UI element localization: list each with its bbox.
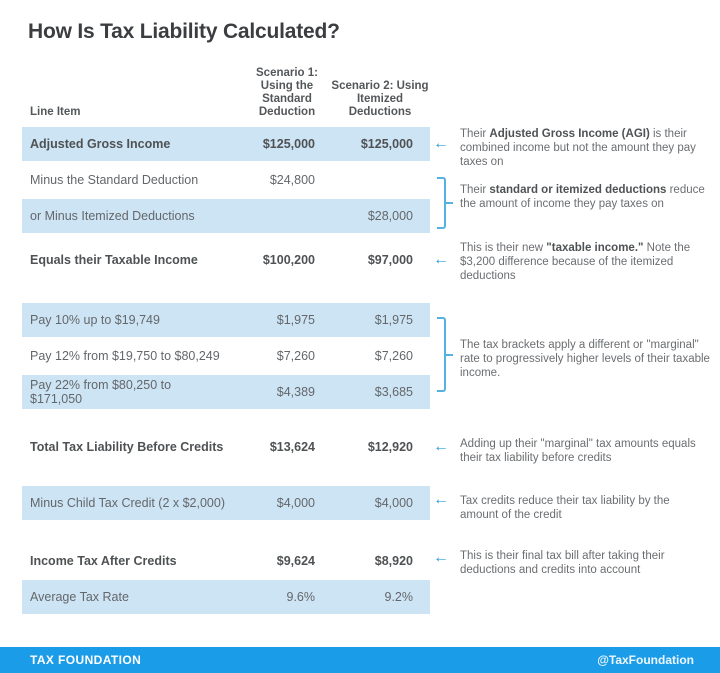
annotation-bold-text: Adjusted Gross Income (AGI) <box>489 128 650 140</box>
brand-name: TAX FOUNDATION <box>30 653 142 667</box>
scenario1-value: $13,624 <box>269 440 315 454</box>
brace-bracket-icon <box>437 177 446 229</box>
annotation-agi <box>460 127 710 169</box>
scenario2-value: 9.2% <box>384 590 413 604</box>
scenario2-value: $1,975 <box>374 313 413 327</box>
row-label: Adjusted Gross Income <box>30 137 171 151</box>
annotation-tax-brackets <box>460 338 710 380</box>
row-label: Income Tax After Credits <box>30 554 177 568</box>
scenario1-value: 9.6% <box>286 590 315 604</box>
column-header-line-item: Line Item <box>30 106 81 118</box>
tax-table <box>22 58 430 614</box>
scenario2-value: $7,260 <box>374 349 413 363</box>
annotation-text: Tax credits reduce their tax liability by the amount of the credit <box>460 495 670 521</box>
table-row <box>22 127 430 161</box>
annotation-text: This is their new <box>460 242 547 254</box>
left-arrow-icon: ← <box>433 491 449 508</box>
column-header-scenario-2: Scenario 2: Using Itemized Deductions <box>331 80 429 118</box>
annotation-text: reduce the amount of income they pay taxes on <box>460 184 705 210</box>
annotation-liability-before-credits <box>460 437 710 465</box>
footer-bar <box>0 647 720 673</box>
scenario2-value: $12,920 <box>367 440 413 454</box>
scenario2-value: $8,920 <box>374 554 413 568</box>
scenario2-value: $97,000 <box>367 253 413 267</box>
left-arrow-icon: ← <box>433 135 449 152</box>
annotation-tax-credits <box>460 494 710 522</box>
annotation-text: Their <box>460 128 490 140</box>
scenario1-value: $9,624 <box>276 554 315 568</box>
row-label: Pay 10% up to $19,749 <box>30 313 160 327</box>
annotation-taxable-income <box>460 241 710 283</box>
row-label: Equals their Taxable Income <box>30 253 198 267</box>
scenario2-value: $4,000 <box>374 496 413 510</box>
scenario1-value: $125,000 <box>262 137 315 151</box>
row-label: Pay 12% from $19,750 to $80,249 <box>30 349 220 363</box>
annotation-text: Adding up their "marginal" tax amounts equals their tax liability before credits <box>460 438 696 464</box>
table-row <box>22 163 430 197</box>
row-label: Total Tax Liability Before Credits <box>30 440 224 454</box>
table-row <box>22 375 430 409</box>
scenario1-value: $24,800 <box>269 173 315 187</box>
left-arrow-icon: ← <box>433 251 449 268</box>
annotation-text: This is their final tax bill after taking their deductions and credits into account <box>460 550 665 576</box>
row-label: Minus Child Tax Credit (2 x $2,000) <box>30 496 225 510</box>
left-arrow-icon: ← <box>433 549 449 566</box>
table-row <box>22 430 430 464</box>
table-row <box>22 544 430 578</box>
annotation-deductions <box>460 183 710 211</box>
row-label: Average Tax Rate <box>30 590 129 604</box>
annotation-text: Note the $3,200 difference because of the itemized deductions <box>460 242 691 282</box>
scenario2-value: $125,000 <box>360 137 413 151</box>
table-row <box>22 339 430 373</box>
annotation-text: Their <box>460 184 490 196</box>
annotation-bold-text: "taxable income." <box>546 242 644 254</box>
annotation-text: is their combined income but not the amount they pay taxes on <box>460 128 696 168</box>
table-header <box>22 58 430 122</box>
brace-bracket-icon <box>437 317 446 392</box>
table-row <box>22 243 430 277</box>
row-label: Pay 22% from $80,250 to $171,050 <box>30 378 172 406</box>
page-title: How Is Tax Liability Calculated? <box>28 20 340 43</box>
scenario1-value: $100,200 <box>262 253 315 267</box>
scenario1-value: $4,389 <box>276 385 315 399</box>
twitter-handle: @TaxFoundation <box>597 653 694 667</box>
table-row <box>22 199 430 233</box>
scenario1-value: $7,260 <box>276 349 315 363</box>
annotation-bold-text: standard or itemized deductions <box>489 184 667 196</box>
scenario2-value: $3,685 <box>374 385 413 399</box>
row-label: Minus the Standard Deduction <box>30 173 199 187</box>
row-label: or Minus Itemized Deductions <box>30 209 195 223</box>
table-row <box>22 486 430 520</box>
scenario1-value: $1,975 <box>276 313 315 327</box>
column-header-scenario-1: Scenario 1: Using the Standard Deduction <box>256 67 318 118</box>
left-arrow-icon: ← <box>433 438 449 455</box>
scenario2-value: $28,000 <box>367 209 413 223</box>
scenario1-value: $4,000 <box>276 496 315 510</box>
table-row <box>22 580 430 614</box>
table-row <box>22 303 430 337</box>
annotation-final-tax-bill <box>460 549 710 577</box>
annotation-text: The tax brackets apply a different or "marginal" rate to progressively higher levels of their taxable income. <box>460 339 710 379</box>
